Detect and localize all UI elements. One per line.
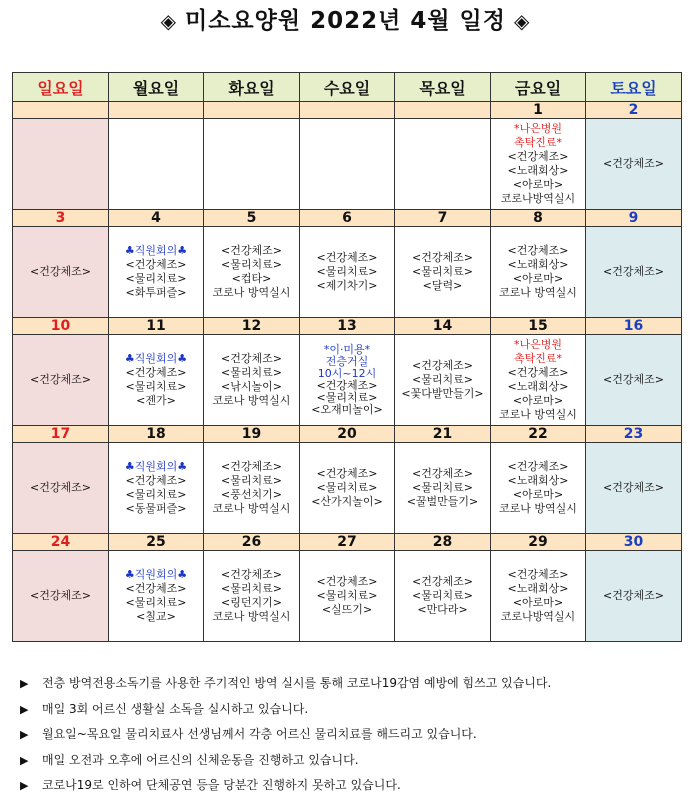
day-cell <box>586 335 682 426</box>
diamond-left-icon: ◈ <box>160 9 177 33</box>
event-line: <물리치료> <box>316 391 378 404</box>
date-number: 10 <box>13 318 109 335</box>
event-line: <물리치료> <box>221 258 282 271</box>
day-cell <box>13 551 109 642</box>
date-number <box>395 102 491 119</box>
event-line: <낚시놀이> <box>221 380 282 393</box>
date-number: 26 <box>204 534 300 551</box>
diamond-right-icon: ◈ <box>514 9 531 33</box>
date-number: 28 <box>395 534 491 551</box>
date-number: 6 <box>300 210 395 227</box>
event-row <box>13 551 682 642</box>
day-cell <box>204 227 300 318</box>
day-cell <box>491 335 586 426</box>
day-cell <box>204 443 300 534</box>
date-number: 19 <box>204 426 300 443</box>
event-line: <물리치료> <box>412 589 473 602</box>
event-line: <실뜨기> <box>321 603 373 616</box>
event-line: 코로나방역실시 <box>500 610 576 623</box>
date-number: 14 <box>395 318 491 335</box>
day-cell <box>586 551 682 642</box>
event-line: <건강체조> <box>507 366 569 379</box>
event-line: <아로마> <box>512 272 564 285</box>
day-cell <box>204 551 300 642</box>
date-row <box>13 534 682 551</box>
event-line: <만다라> <box>417 603 468 616</box>
event-line: ♣직원회의♣ <box>124 568 188 581</box>
date-number: 24 <box>13 534 109 551</box>
day-cell <box>586 443 682 534</box>
day-cell <box>300 119 395 210</box>
event-line: <건강체조> <box>125 474 187 487</box>
date-number: 20 <box>300 426 395 443</box>
date-row <box>13 318 682 335</box>
arrow-bullet-icon: ▶ <box>20 728 29 741</box>
event-line: <건강체조> <box>221 352 282 365</box>
event-line: 코로나 방역실시 <box>499 286 577 299</box>
event-line: <화투퍼즐> <box>125 286 187 299</box>
arrow-bullet-icon: ▶ <box>20 753 29 767</box>
event-line: ♣직원회의♣ <box>124 460 188 473</box>
title-text: 미소요양원 2022년 4월 일정 <box>184 8 506 34</box>
event-line: <노래회상> <box>507 474 569 487</box>
event-line: <풍선치기> <box>221 488 282 501</box>
weekday-header: 월요일 <box>109 73 204 102</box>
event-line: <건강체조> <box>316 467 378 480</box>
event-line: <물리치료> <box>221 366 282 379</box>
event-line: <컵타> <box>231 272 272 285</box>
date-number: 7 <box>395 210 491 227</box>
event-line: 코로나방역실시 <box>500 192 576 205</box>
event-line: 코로나 방역실시 <box>499 408 577 421</box>
weekday-header: 목요일 <box>395 73 491 102</box>
event-line: <건강체조> <box>221 460 282 473</box>
event-line: <물리치료> <box>412 481 473 494</box>
date-row <box>13 210 682 227</box>
day-cell <box>109 443 204 534</box>
event-line: <산가지놀이> <box>311 495 383 508</box>
date-number <box>13 102 109 119</box>
event-line: <건강체조> <box>30 589 91 602</box>
calendar-table <box>12 72 682 642</box>
date-number: 21 <box>395 426 491 443</box>
day-cell <box>109 551 204 642</box>
day-cell <box>13 335 109 426</box>
event-line: <건강체조> <box>30 265 91 278</box>
day-cell <box>491 551 586 642</box>
day-cell <box>109 335 204 426</box>
day-cell <box>395 443 491 534</box>
event-line: <꽃다발만들기> <box>401 387 484 400</box>
event-line: 코로나 방역실시 <box>499 502 577 515</box>
event-line: <건강체조> <box>603 265 664 278</box>
event-line: <건강체조> <box>125 258 187 271</box>
event-line: <건강체조> <box>412 575 473 588</box>
event-line: <건강체조> <box>507 150 569 163</box>
event-line: 전층거실 <box>325 355 369 368</box>
day-cell <box>491 443 586 534</box>
date-number: 4 <box>109 210 204 227</box>
event-line: <건강체조> <box>221 568 282 581</box>
day-cell <box>300 335 395 426</box>
event-line: <물리치료> <box>125 272 187 285</box>
weekday-header: 토요일 <box>586 73 682 102</box>
note-text: 매일 오전과 오후에 어르신의 신체운동을 진행하고 있습니다. <box>42 752 359 767</box>
note-item <box>20 725 680 751</box>
event-line: <건강체조> <box>603 481 664 494</box>
event-line: <물리치료> <box>412 373 473 386</box>
day-cell <box>491 119 586 210</box>
day-cell <box>395 227 491 318</box>
event-line: <건강체조> <box>30 373 91 386</box>
event-line: <동물퍼즐> <box>125 502 187 515</box>
event-line: 촉탁진료* <box>513 136 562 149</box>
day-cell <box>204 335 300 426</box>
date-number: 15 <box>491 318 586 335</box>
date-number: 1 <box>491 102 586 119</box>
event-line: <아로마> <box>512 596 564 609</box>
event-line: 코로나 방역실시 <box>212 286 291 299</box>
day-cell <box>586 119 682 210</box>
event-line: <링던지기> <box>221 596 282 609</box>
event-line: <물리치료> <box>125 596 187 609</box>
weekday-header: 화요일 <box>204 73 300 102</box>
date-number: 22 <box>491 426 586 443</box>
day-cell <box>586 227 682 318</box>
event-line: <아로마> <box>512 394 564 407</box>
notes-list <box>20 674 680 802</box>
arrow-bullet-icon: ▶ <box>20 702 29 716</box>
event-line: *나은병원 <box>513 122 562 135</box>
event-line: <건강체조> <box>30 481 91 494</box>
date-number: 13 <box>300 318 395 335</box>
note-text: 전층 방역전용소독기를 사용한 주기적인 방역 실시를 통해 코로나19감염 예방에 힘쓰고 있습니다. <box>42 676 552 690</box>
event-line: *이·미용* <box>323 343 371 356</box>
note-text: 매일 3회 어르신 생활실 소독을 실시하고 있습니다. <box>42 701 309 716</box>
event-line: <오재미놀이> <box>311 403 383 416</box>
note-item <box>20 674 680 700</box>
page-title <box>0 2 691 35</box>
event-line: <아로마> <box>512 178 564 191</box>
event-line: <물리치료> <box>221 582 282 595</box>
event-line: <건강체조> <box>507 568 569 581</box>
event-line: <꿀벌만들기> <box>406 495 479 508</box>
day-cell <box>13 227 109 318</box>
event-line: <제기차기> <box>316 279 378 292</box>
event-line: <건강체조> <box>125 366 187 379</box>
event-line: <아로마> <box>512 488 564 501</box>
event-line: <건강체조> <box>603 157 664 170</box>
day-cell <box>300 551 395 642</box>
date-number: 12 <box>204 318 300 335</box>
event-line: <노래회상> <box>507 582 569 595</box>
event-line: 촉탁진료* <box>513 352 562 365</box>
event-line: <건강체조> <box>316 379 378 392</box>
event-row <box>13 443 682 534</box>
arrow-bullet-icon: ▶ <box>20 779 29 792</box>
event-line: <물리치료> <box>125 488 187 501</box>
event-line: <젠가> <box>136 394 176 407</box>
event-row <box>13 119 682 210</box>
event-line: <물리치료> <box>316 265 378 278</box>
note-item <box>20 700 680 726</box>
weekday-header: 수요일 <box>300 73 395 102</box>
event-line: <물리치료> <box>125 380 187 393</box>
date-number: 5 <box>204 210 300 227</box>
event-line: <건강체조> <box>412 467 473 480</box>
day-cell <box>109 119 204 210</box>
date-row <box>13 102 682 119</box>
date-number: 11 <box>109 318 204 335</box>
day-cell <box>300 227 395 318</box>
date-number: 8 <box>491 210 586 227</box>
event-line: <달력> <box>422 279 463 292</box>
date-number <box>109 102 204 119</box>
arrow-bullet-icon: ▶ <box>20 677 29 690</box>
note-text: 월요일~목요일 물리치료사 선생님께서 각층 어르신 물리치료를 해드리고 있습니다. <box>42 727 477 741</box>
event-line: <물리치료> <box>316 481 378 494</box>
note-item <box>20 751 680 777</box>
day-cell <box>395 335 491 426</box>
event-line: <칠교> <box>136 610 176 623</box>
date-number: 30 <box>586 534 682 551</box>
date-number <box>300 102 395 119</box>
event-line: <건강체조> <box>316 251 378 264</box>
day-cell <box>204 119 300 210</box>
weekday-header-row <box>13 73 682 102</box>
event-line: <물리치료> <box>221 474 282 487</box>
day-cell <box>300 443 395 534</box>
date-number: 17 <box>13 426 109 443</box>
event-line: <건강체조> <box>125 582 187 595</box>
date-number: 18 <box>109 426 204 443</box>
note-item <box>20 776 680 802</box>
note-text: 코로나19로 인하여 단체공연 등을 당분간 진행하지 못하고 있습니다. <box>42 778 401 792</box>
event-line: <건강체조> <box>412 359 473 372</box>
event-row <box>13 335 682 426</box>
event-line: <노래회상> <box>507 380 569 393</box>
event-line: <건강체조> <box>412 251 473 264</box>
event-line: <노래회상> <box>507 164 569 177</box>
date-number: 3 <box>13 210 109 227</box>
day-cell <box>395 119 491 210</box>
event-line: 코로나 방역실시 <box>212 502 291 515</box>
event-line: ♣직원회의♣ <box>124 352 188 365</box>
date-number: 2 <box>586 102 682 119</box>
event-line: <건강체조> <box>316 575 378 588</box>
event-line: <건강체조> <box>507 244 569 257</box>
event-line: *나은병원 <box>513 338 562 351</box>
event-line: <건강체조> <box>603 373 664 386</box>
date-number: 16 <box>586 318 682 335</box>
event-line: <물리치료> <box>412 265 473 278</box>
weekday-header: 일요일 <box>13 73 109 102</box>
event-line: 코로나 방역실시 <box>212 394 291 407</box>
event-line: 10시~12시 <box>317 367 377 380</box>
day-cell <box>395 551 491 642</box>
event-line: <노래회상> <box>507 258 569 271</box>
event-line: ♣직원회의♣ <box>124 244 188 257</box>
date-number: 9 <box>586 210 682 227</box>
event-line: <건강체조> <box>603 589 664 602</box>
date-number: 29 <box>491 534 586 551</box>
date-row <box>13 426 682 443</box>
day-cell <box>491 227 586 318</box>
event-line: <건강체조> <box>221 244 282 257</box>
day-cell <box>109 227 204 318</box>
date-number: 23 <box>586 426 682 443</box>
event-row <box>13 227 682 318</box>
weekday-header: 금요일 <box>491 73 586 102</box>
day-cell <box>13 119 109 210</box>
date-number: 25 <box>109 534 204 551</box>
event-line: <건강체조> <box>507 460 569 473</box>
event-line: <물리치료> <box>316 589 378 602</box>
date-number: 27 <box>300 534 395 551</box>
event-line: 코로나 방역실시 <box>212 610 291 623</box>
date-number <box>204 102 300 119</box>
day-cell <box>13 443 109 534</box>
